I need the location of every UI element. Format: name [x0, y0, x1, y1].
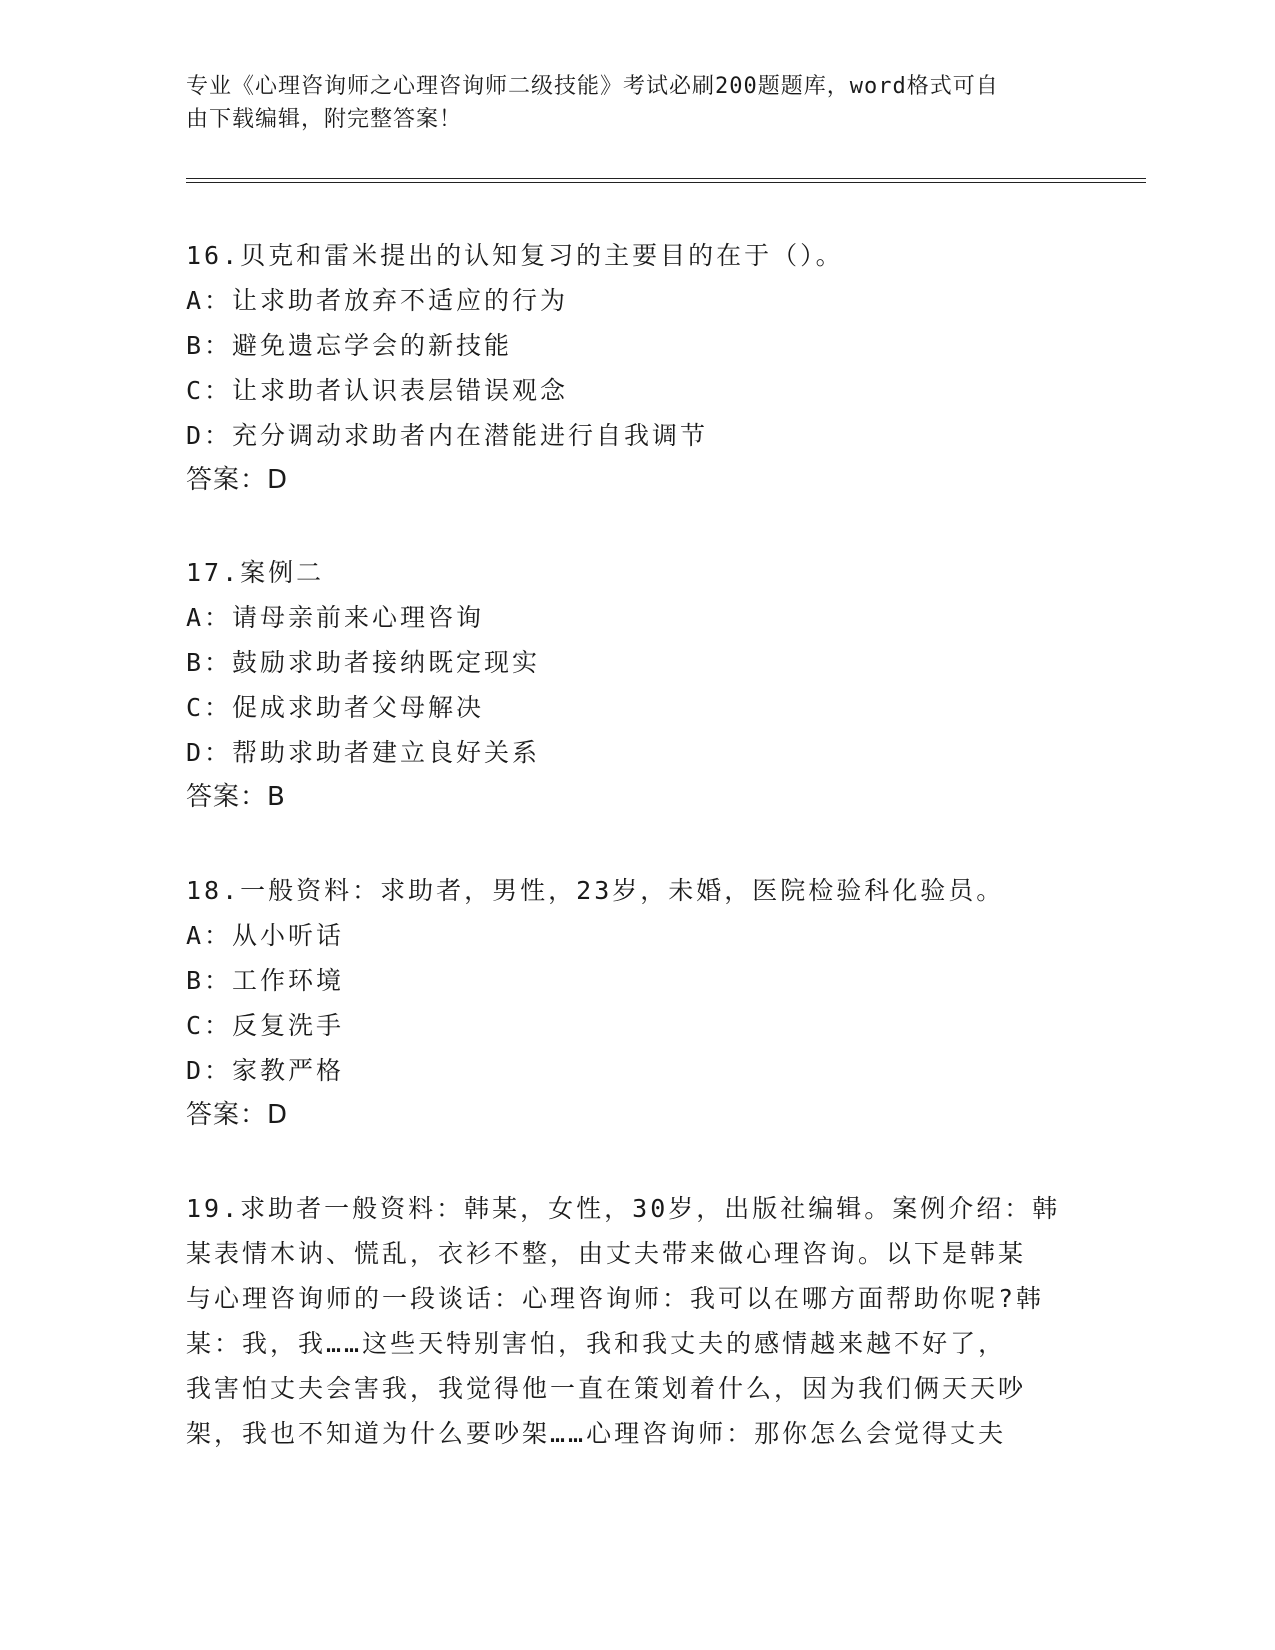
header-line-1: 专业《心理咨询师之心理咨询师二级技能》考试必刷200题题库，word格式可自 [186, 74, 999, 99]
option-a: A：让求助者放弃不适应的行为 [186, 286, 569, 315]
question-17 [186, 550, 1076, 820]
question-text-line: 架，我也不知道为什么要吵架……心理咨询师：那你怎么会觉得丈夫 [186, 1419, 1007, 1448]
question-16 [186, 233, 1076, 503]
header-divider-top [186, 178, 1146, 179]
answer: 答案：D [186, 465, 289, 495]
answer: 答案：D [186, 1100, 289, 1130]
header-divider-bottom [186, 182, 1146, 183]
option-d: D：家教严格 [186, 1056, 345, 1085]
question-text-line: 某表情木讷、慌乱，衣衫不整，由丈夫带来做心理咨询。以下是韩某 [186, 1239, 1027, 1268]
question-stem: 17.案例二 [186, 558, 325, 587]
question-text-line: 与心理咨询师的一段谈话：心理咨询师：我可以在哪方面帮助你呢?韩 [186, 1284, 1045, 1313]
option-d: D：充分调动求助者内在潜能进行自我调节 [186, 421, 709, 450]
header-line-2: 由下载编辑，附完整答案！ [186, 107, 463, 132]
option-b: B：工作环境 [186, 966, 345, 995]
question-stem: 18.一般资料：求助者，男性，23岁，未婚，医院检验科化验员。 [186, 876, 1005, 905]
option-a: A：从小听话 [186, 921, 345, 950]
option-c: C：反复洗手 [186, 1011, 345, 1040]
option-c: C：让求助者认识表层错误观念 [186, 376, 569, 405]
option-b: B：鼓励求助者接纳既定现实 [186, 648, 541, 677]
option-b: B：避免遗忘学会的新技能 [186, 331, 513, 360]
option-d: D：帮助求助者建立良好关系 [186, 738, 541, 767]
question-18 [186, 868, 1076, 1138]
question-19 [186, 1186, 1076, 1456]
answer: 答案：B [186, 782, 286, 812]
question-text-line: 19.求助者一般资料：韩某，女性，30岁，出版社编辑。案例介绍：韩 [186, 1194, 1061, 1223]
question-stem: 16.贝克和雷米提出的认知复习的主要目的在于（）。 [186, 241, 844, 270]
option-c: C：促成求助者父母解决 [186, 693, 485, 722]
question-text-line: 某：我，我……这些天特别害怕，我和我丈夫的感情越来越不好了， [186, 1329, 1007, 1358]
question-text-line: 我害怕丈夫会害我，我觉得他一直在策划着什么，因为我们俩天天吵 [186, 1374, 1027, 1403]
option-a: A：请母亲前来心理咨询 [186, 603, 485, 632]
document-header [186, 70, 1066, 136]
